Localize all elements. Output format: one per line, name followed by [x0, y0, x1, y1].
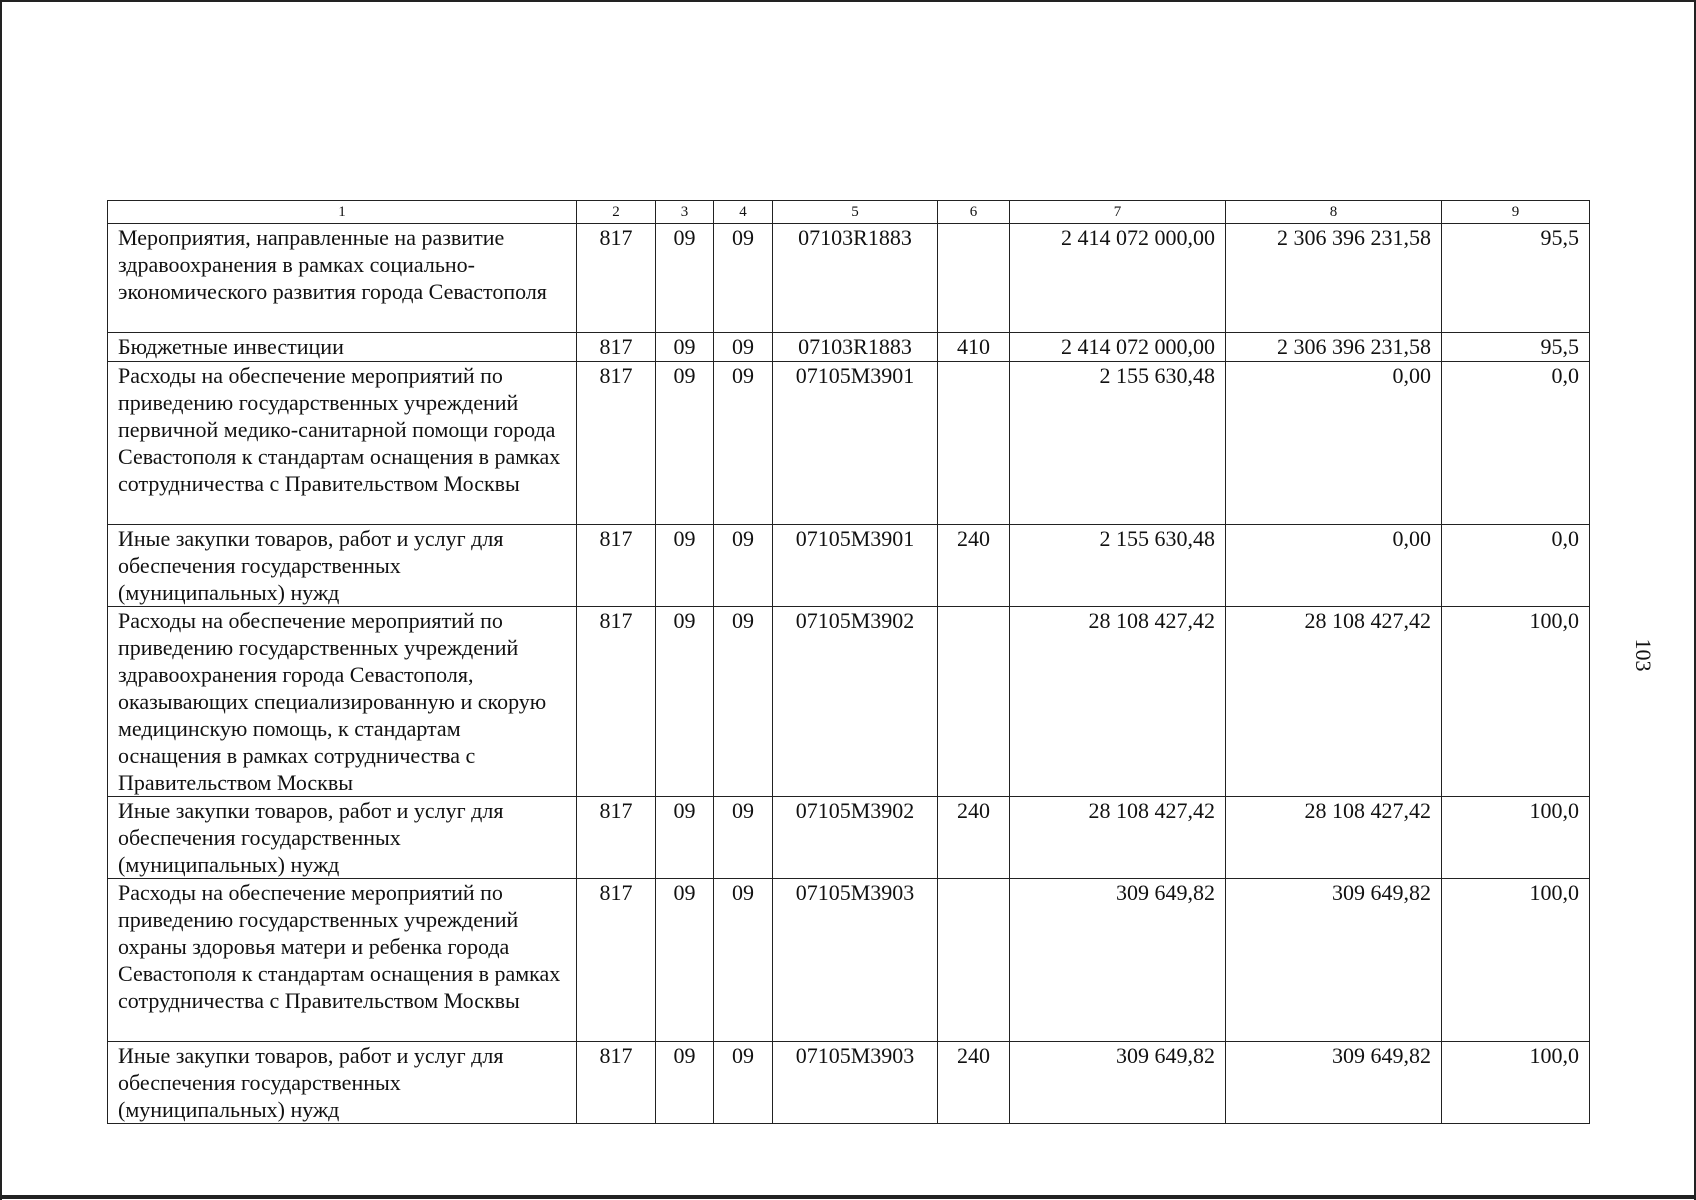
cell-ministry-code: 817 [577, 797, 656, 879]
cell-expense-type [938, 879, 1010, 1042]
table-row [108, 797, 1590, 879]
cell-ministry-code: 817 [577, 525, 656, 607]
row-description: Иные закупки товаров, работ и услуг для обеспечения государственных (муниципальных) нужд [108, 797, 577, 879]
cell-percent: 100,0 [1442, 879, 1590, 1042]
column-number: 9 [1442, 201, 1590, 224]
cell-actual-amount: 28 108 427,42 [1226, 607, 1442, 797]
cell-target-article: 07105M3902 [773, 607, 938, 797]
table-row [108, 362, 1590, 525]
column-number: 3 [656, 201, 714, 224]
cell-actual-amount: 0,00 [1226, 525, 1442, 607]
row-description: Бюджетные инвестиции [108, 333, 577, 362]
cell-actual-amount: 2 306 396 231,58 [1226, 333, 1442, 362]
column-number: 7 [1010, 201, 1226, 224]
cell-target-article: 07103R1883 [773, 224, 938, 333]
page-number: 103 [1631, 638, 1656, 672]
cell-section-code: 09 [656, 525, 714, 607]
cell-plan-amount: 2 155 630,48 [1010, 525, 1226, 607]
cell-actual-amount: 2 306 396 231,58 [1226, 224, 1442, 333]
cell-expense-type: 240 [938, 797, 1010, 879]
cell-section-code: 09 [656, 879, 714, 1042]
table-row [108, 333, 1590, 362]
cell-target-article: 07105M3902 [773, 797, 938, 879]
column-number: 8 [1226, 201, 1442, 224]
cell-subsection-code: 09 [714, 1042, 773, 1124]
column-number: 5 [773, 201, 938, 224]
cell-plan-amount: 2 414 072 000,00 [1010, 224, 1226, 333]
cell-percent: 0,0 [1442, 362, 1590, 525]
cell-target-article: 07105M3901 [773, 525, 938, 607]
row-description: Расходы на обеспечение мероприятий по приведению государственных учреждений охраны здоровья матери и ребенка города Севастополя к стандартам оснащения в рамках сотрудничества с Правительством Москвы [108, 879, 577, 1042]
cell-subsection-code: 09 [714, 224, 773, 333]
cell-expense-type [938, 607, 1010, 797]
row-description: Иные закупки товаров, работ и услуг для обеспечения государственных (муниципальных) нужд [108, 1042, 577, 1124]
cell-actual-amount: 0,00 [1226, 362, 1442, 525]
table-row [108, 607, 1590, 797]
page-border-left [0, 0, 2, 1200]
cell-target-article: 07105M3901 [773, 362, 938, 525]
cell-plan-amount: 28 108 427,42 [1010, 607, 1226, 797]
cell-ministry-code: 817 [577, 1042, 656, 1124]
row-description: Мероприятия, направленные на развитие здравоохранения в рамках социально-экономического развития города Севастополя [108, 224, 577, 333]
cell-plan-amount: 309 649,82 [1010, 879, 1226, 1042]
cell-section-code: 09 [656, 797, 714, 879]
cell-target-article: 07103R1883 [773, 333, 938, 362]
cell-section-code: 09 [656, 607, 714, 797]
row-description: Расходы на обеспечение мероприятий по приведению государственных учреждений здравоохранения города Севастополя, оказывающих специализированную и скорую медицинскую помощь, к стандартам оснащения в рамках сотрудничества с Правительством Москвы [108, 607, 577, 797]
cell-actual-amount: 309 649,82 [1226, 879, 1442, 1042]
column-number: 6 [938, 201, 1010, 224]
cell-ministry-code: 817 [577, 333, 656, 362]
cell-section-code: 09 [656, 362, 714, 525]
cell-percent: 100,0 [1442, 797, 1590, 879]
cell-subsection-code: 09 [714, 333, 773, 362]
cell-percent: 95,5 [1442, 333, 1590, 362]
cell-ministry-code: 817 [577, 879, 656, 1042]
column-number: 2 [577, 201, 656, 224]
cell-actual-amount: 28 108 427,42 [1226, 797, 1442, 879]
table-row [108, 879, 1590, 1042]
cell-section-code: 09 [656, 224, 714, 333]
cell-expense-type [938, 362, 1010, 525]
cell-plan-amount: 28 108 427,42 [1010, 797, 1226, 879]
cell-ministry-code: 817 [577, 607, 656, 797]
row-description: Иные закупки товаров, работ и услуг для обеспечения государственных (муниципальных) нужд [108, 525, 577, 607]
table-row [108, 224, 1590, 333]
cell-section-code: 09 [656, 333, 714, 362]
page-border-bottom [0, 1195, 1696, 1199]
page-border-top [0, 0, 1696, 2]
cell-expense-type: 240 [938, 525, 1010, 607]
cell-subsection-code: 09 [714, 879, 773, 1042]
cell-subsection-code: 09 [714, 362, 773, 525]
cell-expense-type [938, 224, 1010, 333]
cell-subsection-code: 09 [714, 607, 773, 797]
cell-plan-amount: 2 155 630,48 [1010, 362, 1226, 525]
row-description: Расходы на обеспечение мероприятий по приведению государственных учреждений первичной медико-санитарной помощи города Севастополя к стандартам оснащения в рамках сотрудничества с Правительством Москвы [108, 362, 577, 525]
cell-percent: 0,0 [1442, 525, 1590, 607]
cell-target-article: 07105M3903 [773, 879, 938, 1042]
cell-ministry-code: 817 [577, 362, 656, 525]
cell-percent: 100,0 [1442, 1042, 1590, 1124]
cell-plan-amount: 309 649,82 [1010, 1042, 1226, 1124]
cell-subsection-code: 09 [714, 797, 773, 879]
cell-section-code: 09 [656, 1042, 714, 1124]
table-row [108, 1042, 1590, 1124]
cell-percent: 95,5 [1442, 224, 1590, 333]
cell-expense-type: 410 [938, 333, 1010, 362]
column-number-row [108, 201, 1590, 224]
cell-target-article: 07105M3903 [773, 1042, 938, 1124]
cell-percent: 100,0 [1442, 607, 1590, 797]
table-row [108, 525, 1590, 607]
cell-expense-type: 240 [938, 1042, 1010, 1124]
cell-plan-amount: 2 414 072 000,00 [1010, 333, 1226, 362]
budget-table [107, 200, 1590, 1124]
cell-actual-amount: 309 649,82 [1226, 1042, 1442, 1124]
column-number: 1 [108, 201, 577, 224]
cell-ministry-code: 817 [577, 224, 656, 333]
cell-subsection-code: 09 [714, 525, 773, 607]
column-number: 4 [714, 201, 773, 224]
